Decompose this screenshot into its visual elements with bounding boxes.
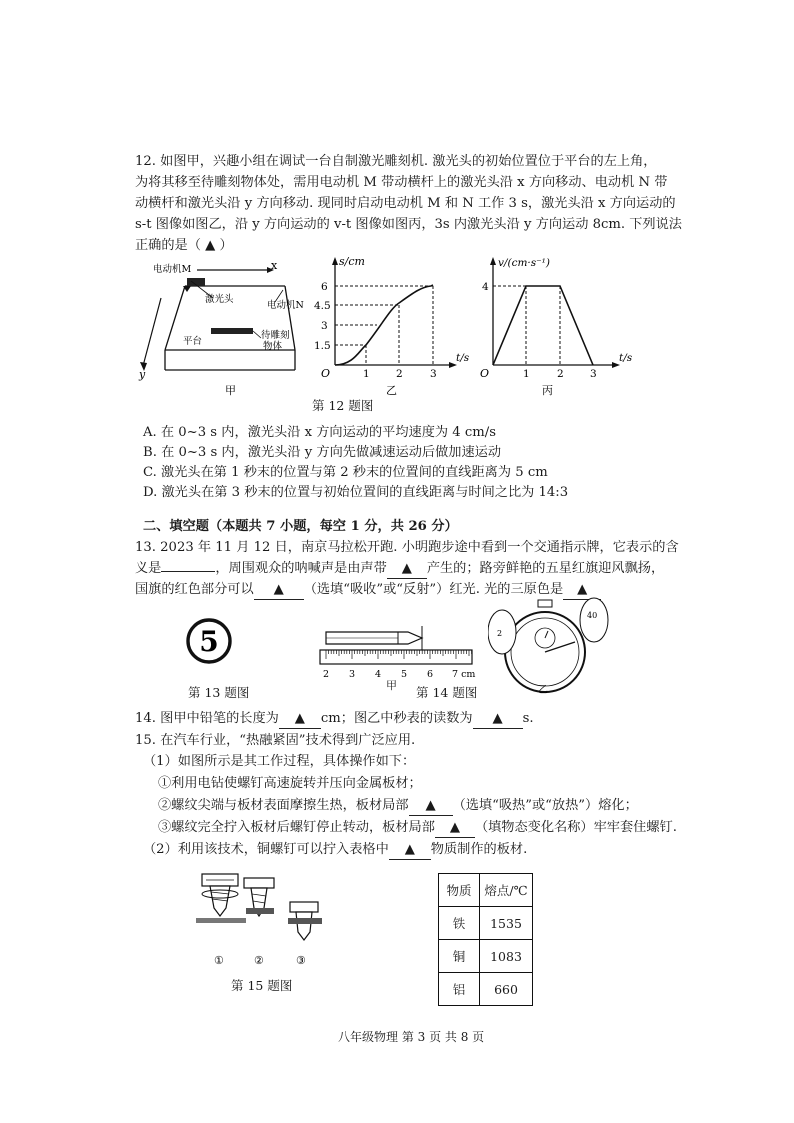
melting-point-table [438, 873, 533, 1006]
table-header-substance: 物质 [439, 874, 480, 907]
vt-ylabel: v/(cm·s⁻¹) [498, 257, 550, 269]
table-cell: 铁 [439, 907, 480, 940]
ruler-tick-3: 3 [349, 669, 356, 680]
q15-part-1: （1）如图所示是其工作过程，具体操作如下： [143, 754, 416, 769]
st-curve [335, 285, 433, 365]
ruler-tick-5: 5 [401, 669, 408, 680]
q14-text-e: s. [522, 711, 534, 726]
q15-blank-3[interactable]: ▲ [389, 840, 431, 860]
table-cell: 1083 [480, 940, 533, 973]
page-footer: 八年级物理 第 3 页 共 8 页 [338, 1030, 485, 1044]
q15-blank-2[interactable]: ▲ [435, 818, 475, 838]
figure-jia [135, 258, 310, 398]
q12-figure-caption: 第 12 题图 [312, 398, 374, 413]
screw-step-3-icon [288, 902, 322, 940]
sign-number: 5 [199, 625, 219, 658]
q13-blank-3[interactable]: ▲ [254, 580, 304, 600]
object-label-1: 待雕刻 [261, 330, 290, 341]
q13-blank-4[interactable]: ▲ [563, 580, 601, 600]
st-ytick-1.5: 1.5 [314, 340, 331, 352]
q15-step-2 [158, 796, 638, 816]
caption-bing: 丙 [542, 384, 553, 397]
q12-line-3: 动横杆和激光头沿 y 方向移动. 现同时启动电动机 M 和 N 工作 3 s，激光头沿 x 方向运动的 [135, 196, 676, 211]
figure-14-ruler [318, 620, 478, 690]
q12-option-c: C. 激光头在第 1 秒末的位置与第 2 秒末的位置间的直线距离为 5 cm [143, 465, 548, 480]
q13-figure-caption: 第 13 题图 [188, 685, 250, 700]
q13-line-1: 13. 2023 年 11 月 12 日，南京马拉松开跑. 小明跑步途中看到一个交通指示牌，它表示的含 [135, 540, 679, 555]
table-cell: 铜 [439, 940, 480, 973]
q13-text-3a: 国旗的红色部分可以 [135, 582, 254, 597]
st-xtick-1: 1 [363, 368, 370, 380]
caption-jia: 甲 [225, 384, 236, 397]
figure-15-screws [196, 870, 336, 968]
q12-option-b: B. 在 0~3 s 内，激光头沿 y 方向先做减速运动后做加速运动 [143, 445, 502, 460]
q13-text-2b: ，周围观众的呐喊声是由声带 [215, 561, 387, 576]
vt-origin: O [480, 367, 490, 380]
q12-line-2: 为将其移至待雕刻物体处，需用电动机 M 带动横杆上的激光头沿 x 方向移动、电动机 N 带 [135, 175, 668, 190]
q12-line-4: s-t 图像如图乙，沿 y 方向运动的 v-t 图像如图丙，3s 内激光头沿 y 方向运动 8cm. 下列说法 [135, 217, 682, 232]
q15-text-3a: ③螺纹完全拧入板材后螺钉停止转动，板材局部 [158, 820, 435, 835]
q12-option-a: A. 在 0~3 s 内，激光头沿 x 方向运动的平均速度为 4 cm/s [143, 425, 496, 440]
vt-polyline [493, 286, 593, 365]
target-object-icon [211, 328, 253, 334]
q12-line-5: 正确的是（ ▲ ） [135, 238, 233, 253]
table-header-melting-point: 熔点/℃ [480, 874, 533, 907]
vt-xtick-3: 3 [590, 368, 597, 380]
table-cell: 660 [480, 973, 533, 1006]
vt-xtick-2: 2 [557, 368, 564, 380]
y-axis-label: y [139, 368, 146, 381]
object-label-2: 物体 [263, 341, 283, 352]
table-row [439, 940, 533, 973]
vt-xtick-1: 1 [523, 368, 530, 380]
x-axis-label: x [271, 259, 278, 272]
motor-m-label: 电动机M [153, 264, 192, 275]
q15-blank-1[interactable]: ▲ [409, 796, 453, 816]
vt-xlabel: t/s [619, 352, 633, 364]
traffic-sign-icon [184, 616, 234, 666]
q13-blank-1[interactable] [161, 571, 215, 572]
svg-text:40: 40 [587, 611, 598, 620]
st-xlabel: t/s [456, 352, 470, 364]
q15-intro: 15. 在汽车行业，“热融紧固”技术得到广泛应用. [135, 733, 416, 748]
q15-text-2c: （选填“吸热”或“放热”）熔化； [452, 798, 638, 813]
st-xtick-3: 3 [430, 368, 437, 380]
q15-step-3 [158, 818, 677, 838]
q15-figure-caption: 第 15 题图 [231, 978, 293, 993]
q14-text-a: 14. 图甲中铅笔的长度为 [135, 711, 279, 726]
caption-yi: 乙 [386, 384, 397, 397]
q14-figure-caption: 第 14 题图 [416, 685, 478, 700]
q15-part-2 [143, 840, 527, 860]
section-2-title: 二、填空题（本题共 7 小题，每空 1 分，共 26 分） [143, 519, 458, 534]
ruler-tick-2: 2 [323, 669, 330, 680]
q12-option-d: D. 激光头在第 3 秒末的位置与初始位置间的直线距离与时间之比为 14:3 [143, 485, 569, 500]
q15-step-1: ①利用电钻使螺钉高速旋转并压向金属板材； [158, 776, 422, 791]
screw-step-2-icon [244, 878, 274, 916]
q15-text-2a: ②螺纹尖端与板材表面摩擦生热，板材局部 [158, 798, 409, 813]
st-ylabel: s/cm [339, 255, 365, 268]
platform-label: 平台 [183, 336, 203, 347]
q14-caption-yi: 乙 [538, 685, 548, 696]
q14-blank-1[interactable]: ▲ [279, 709, 321, 729]
st-xtick-2: 2 [396, 368, 403, 380]
step-label-1: ① [214, 954, 224, 967]
ruler-tick-7: 7 cm [452, 669, 476, 680]
st-ytick-3: 3 [321, 320, 328, 332]
table-row [439, 973, 533, 1006]
q13-text-2a: 义是 [135, 561, 162, 576]
vt-ytick-4: 4 [482, 281, 489, 293]
q15-text-p2c: 物质制作的板材. [430, 842, 528, 857]
q13-blank-2[interactable]: ▲ [387, 559, 427, 579]
ruler-tick-6: 6 [427, 669, 434, 680]
q14-caption-jia: 甲 [386, 679, 397, 692]
ruler-tick-4: 4 [375, 669, 382, 680]
table-header-row [439, 874, 533, 907]
q13-line-2 [135, 559, 664, 579]
q14-text-c: cm；图乙中秒表的读数为 [320, 711, 473, 726]
table-cell: 铝 [439, 973, 480, 1006]
q12-line-1: 12. 如图甲，兴趣小组在调试一台自制激光雕刻机. 激光头的初始位置位于平台的左上角， [135, 154, 657, 169]
q14-line [135, 709, 534, 729]
st-ytick-6: 6 [321, 281, 328, 293]
st-ytick-4.5: 4.5 [314, 300, 331, 312]
table-cell: 1535 [480, 907, 533, 940]
figure-14-stopwatch [488, 596, 618, 696]
screw-step-1-icon [196, 874, 246, 923]
table-row [439, 907, 533, 940]
st-origin: O [321, 367, 331, 380]
laser-head-label: 激光头 [205, 294, 234, 305]
step-label-3: ③ [296, 954, 306, 967]
q14-blank-2[interactable]: ▲ [473, 709, 523, 729]
q15-text-3c: （填物态变化名称）牢牢套住螺钉. [474, 820, 677, 835]
q13-text-2d: 产生的；路旁鲜艳的五星红旗迎风飘扬， [426, 561, 665, 576]
figure-bing-vt-graph [478, 253, 648, 398]
step-label-2: ② [254, 954, 264, 967]
svg-text:2: 2 [497, 629, 503, 638]
q13-text-3c: （选填“吸收”或“反射”）红光. 光的三原色是 [303, 582, 564, 597]
figure-yi-st-graph [313, 253, 473, 398]
q15-text-p2a: （2）利用该技术，铜螺钉可以拧入表格中 [143, 842, 389, 857]
motor-n-label: 电动机N [267, 300, 304, 311]
